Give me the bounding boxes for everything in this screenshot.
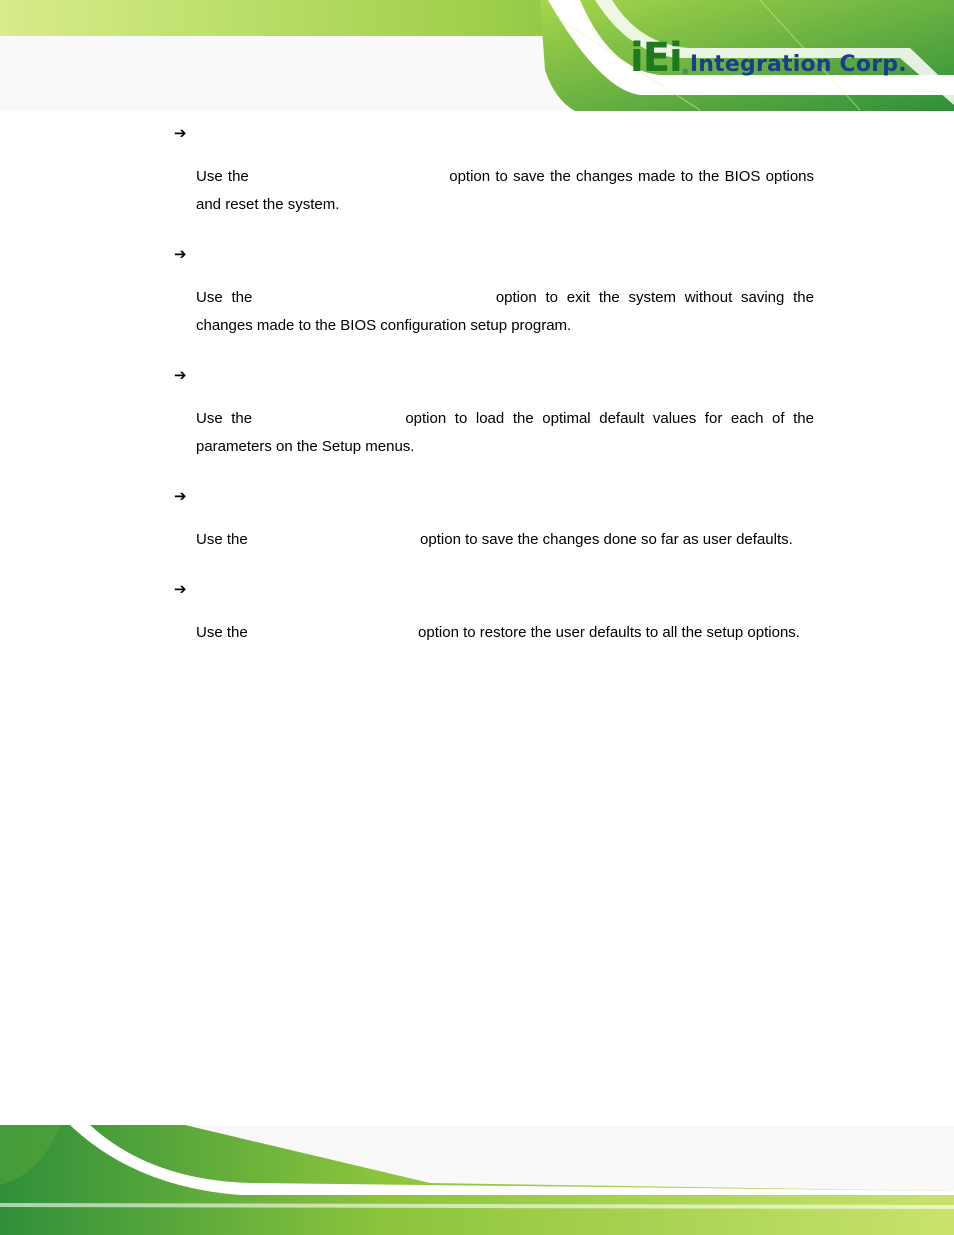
arrow-bullet-icon: ➔ <box>174 246 187 263</box>
logo-registered-mark: ® <box>682 69 688 76</box>
text-before: Use the <box>196 531 248 548</box>
text-before: Use the <box>196 168 249 185</box>
paragraph <box>196 163 814 219</box>
text-before: Use the <box>196 624 248 641</box>
logo-mark: iEi <box>630 35 682 81</box>
text-before: Use the <box>196 289 253 306</box>
company-logo <box>630 28 907 81</box>
arrow-bullet-icon: ➔ <box>174 581 187 598</box>
text-after: option to save the changes made to the BIOS options and reset the system. <box>196 168 815 213</box>
paragraph <box>196 405 814 461</box>
arrow-bullet-icon: ➔ <box>174 125 187 142</box>
paragraph <box>196 619 814 647</box>
arrow-bullet-icon: ➔ <box>174 488 187 505</box>
paragraph <box>196 284 814 340</box>
text-after: option to load the optimal default values for each of the parameters on the Setup menus. <box>196 410 814 455</box>
footer-banner <box>0 1125 954 1235</box>
text-before: Use the <box>196 410 253 427</box>
paragraph <box>196 526 814 554</box>
logo-text: Integration Corp. <box>689 52 907 77</box>
text-after: option to save the changes done so far as user defaults. <box>420 531 793 548</box>
text-after: option to restore the user defaults to all the setup options. <box>418 624 800 641</box>
arrow-bullet-icon: ➔ <box>174 367 187 384</box>
text-after: option to exit the system without saving the changes made to the BIOS configuration setup program. <box>196 289 814 334</box>
